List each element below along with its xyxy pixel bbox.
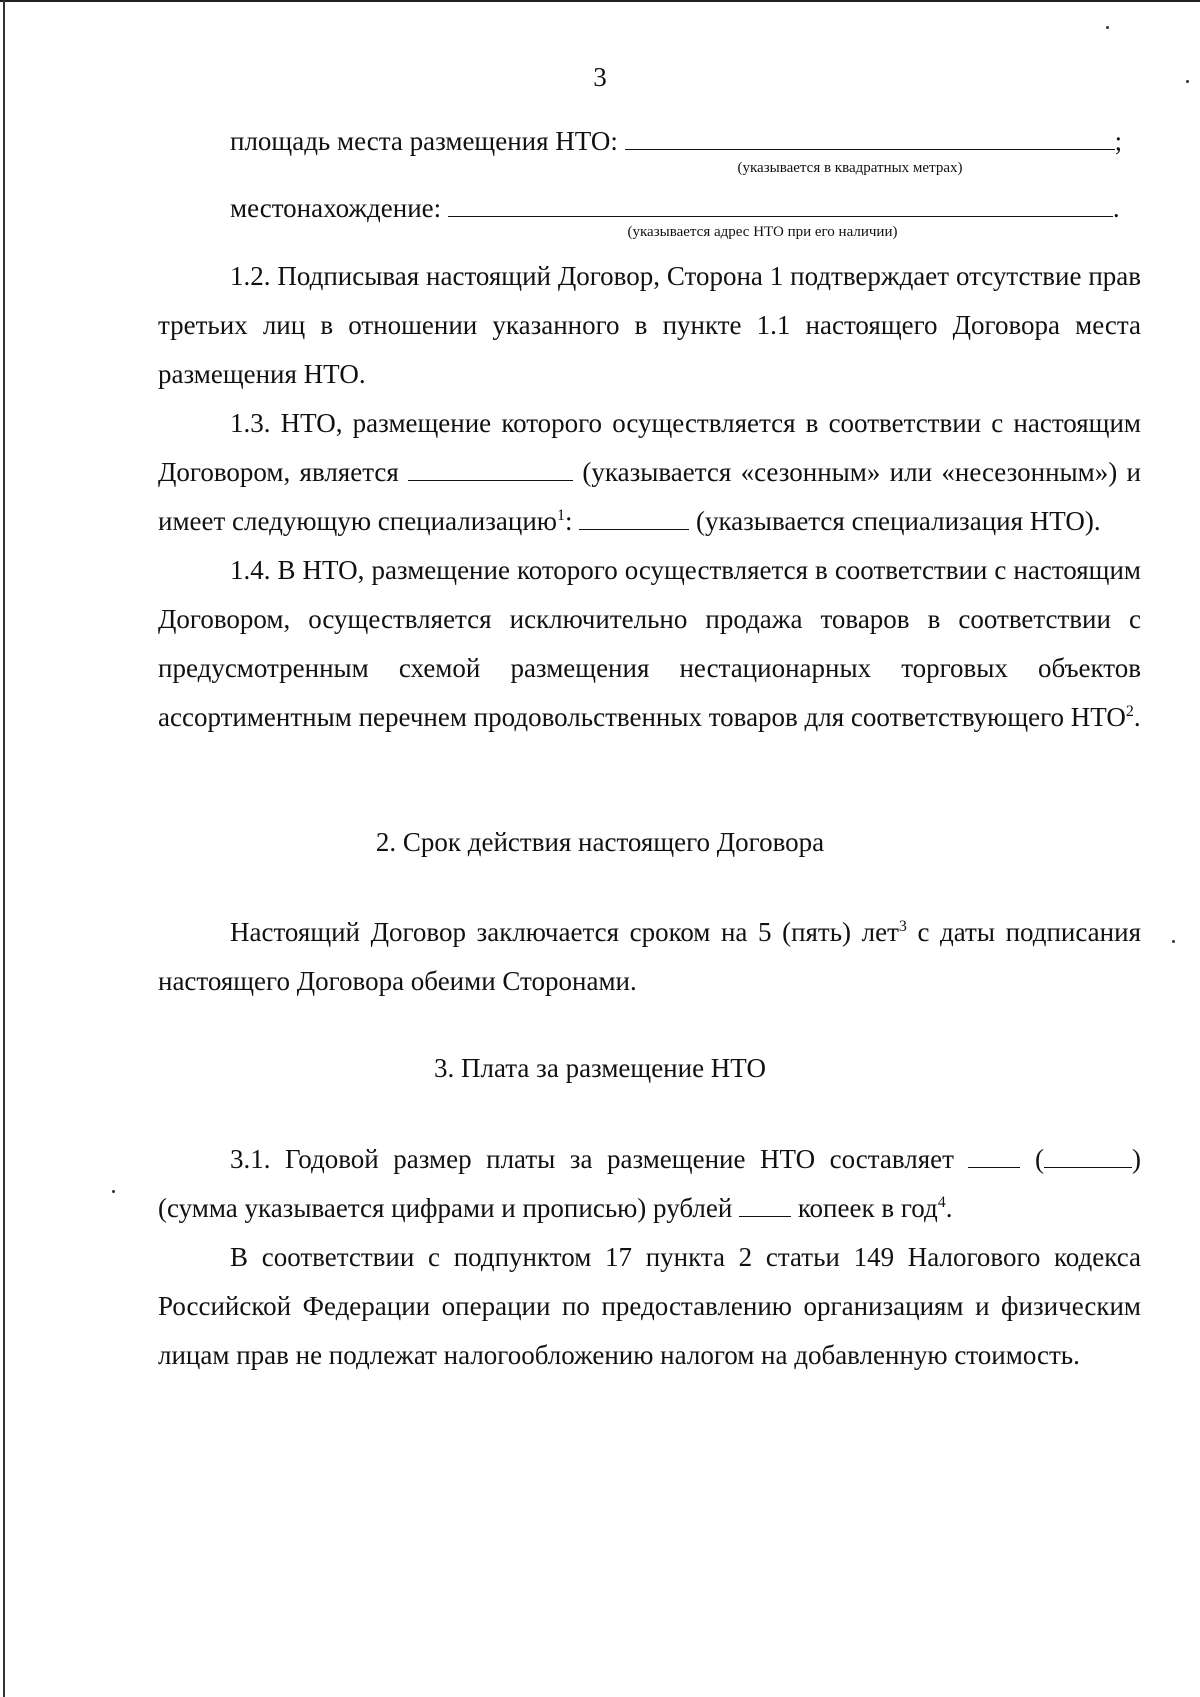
clause-1-3 (158, 399, 1141, 546)
footnote-ref-1: 1 (556, 507, 565, 524)
clause-1-4-text: 1.4. В НТО, размещение которого осуществляется в соответствии с настоящим Договором, осуществляется исключительно продажа товаров в соответствии с предусмотренным схемой размещения нестационарных торговых объектов ассортиментным перечнем продовольственных товаров для соответствующего НТО (158, 555, 1141, 732)
term-text-b: с даты подписания настоящего Договора обеими Сторонами. (158, 917, 1141, 996)
footnote-ref-3: 3 (898, 918, 907, 935)
term-text-a: Настоящий Договор заключается сроком на 5 (пять) лет (230, 917, 899, 947)
area-field-label: площадь места размещения НТО: (230, 126, 618, 156)
clause-1-2: 1.2. Подписывая настоящий Договор, Сторона 1 подтверждает отсутствие прав третьих лиц в отношении указанного в пункте 1.1 настоящего Договора места размещения НТО. (158, 261, 1141, 389)
area-blank-line (625, 149, 1115, 150)
kopecks-blank (739, 1196, 791, 1217)
location-field-label: местонахождение: (230, 193, 442, 223)
location-field (230, 193, 1120, 224)
section-3-body (158, 1135, 1141, 1380)
section-2-body (158, 908, 1141, 1006)
clause-3-1-text-a: 3.1. Годовой размер платы за размещение НТО составляет (230, 1144, 954, 1174)
amount-words-blank (1044, 1147, 1132, 1168)
area-field-hint: (указывается в квадратных метрах) (737, 160, 963, 176)
clause-1-3-text-b: (указывается «сезонным» или «несезонным») и имеет следующую специализацию (158, 457, 1142, 536)
vat-paragraph: В соответствии с подпунктом 17 пункта 2 статьи 149 Налогового кодекса Российской Федерации операции по предоставлению организациям и физическим лицам прав не подлежат налогообложению налогом на добавленную стоимость. (158, 1242, 1141, 1370)
paren-open: ( (1035, 1144, 1045, 1174)
area-field (230, 126, 1122, 157)
clause-3-1-end: . (945, 1193, 953, 1223)
location-field-hint: (указывается адрес НТО при его наличии) (627, 224, 898, 240)
term-paragraph (158, 908, 1141, 1006)
scan-speck (112, 1190, 115, 1193)
specialization-blank (579, 509, 689, 530)
section-3-heading: 3. Плата за размещение НТО (434, 1053, 766, 1083)
amount-digits-blank (968, 1147, 1020, 1168)
location-blank-line (448, 216, 1113, 217)
section-2-heading: 2. Срок действия настоящего Договора (375, 827, 825, 857)
paren-close: ) (1132, 1144, 1142, 1174)
clause-1-3-text-a: 1.3. НТО, размещение которого осуществляется в соответствии с настоящим Договором, является (158, 408, 1141, 487)
clause-1-3-colon: : (564, 506, 573, 536)
scan-speck (1172, 940, 1175, 943)
clause-1-3-text-d: (указывается специализация НТО). (695, 506, 1101, 536)
clauses-1 (158, 252, 1141, 742)
clause-3-1 (158, 1135, 1141, 1233)
clause-1-4-end: . (1133, 702, 1141, 732)
area-field-end-mark: ; (1114, 126, 1123, 156)
clause-1-4 (158, 546, 1141, 742)
footnote-ref-4: 4 (937, 1194, 946, 1211)
season-blank (408, 460, 573, 481)
scan-speck (1106, 26, 1109, 29)
scan-top-edge (0, 0, 1200, 2)
clause-3-1-text-e: копеек в год (797, 1193, 938, 1223)
location-field-end-mark: . (1112, 193, 1120, 223)
page-number: 3 (593, 62, 607, 92)
footnote-ref-2: 2 (1125, 703, 1134, 720)
clause-3-1-text-d: (сумма указывается цифрами и прописью) рублей (158, 1193, 733, 1223)
